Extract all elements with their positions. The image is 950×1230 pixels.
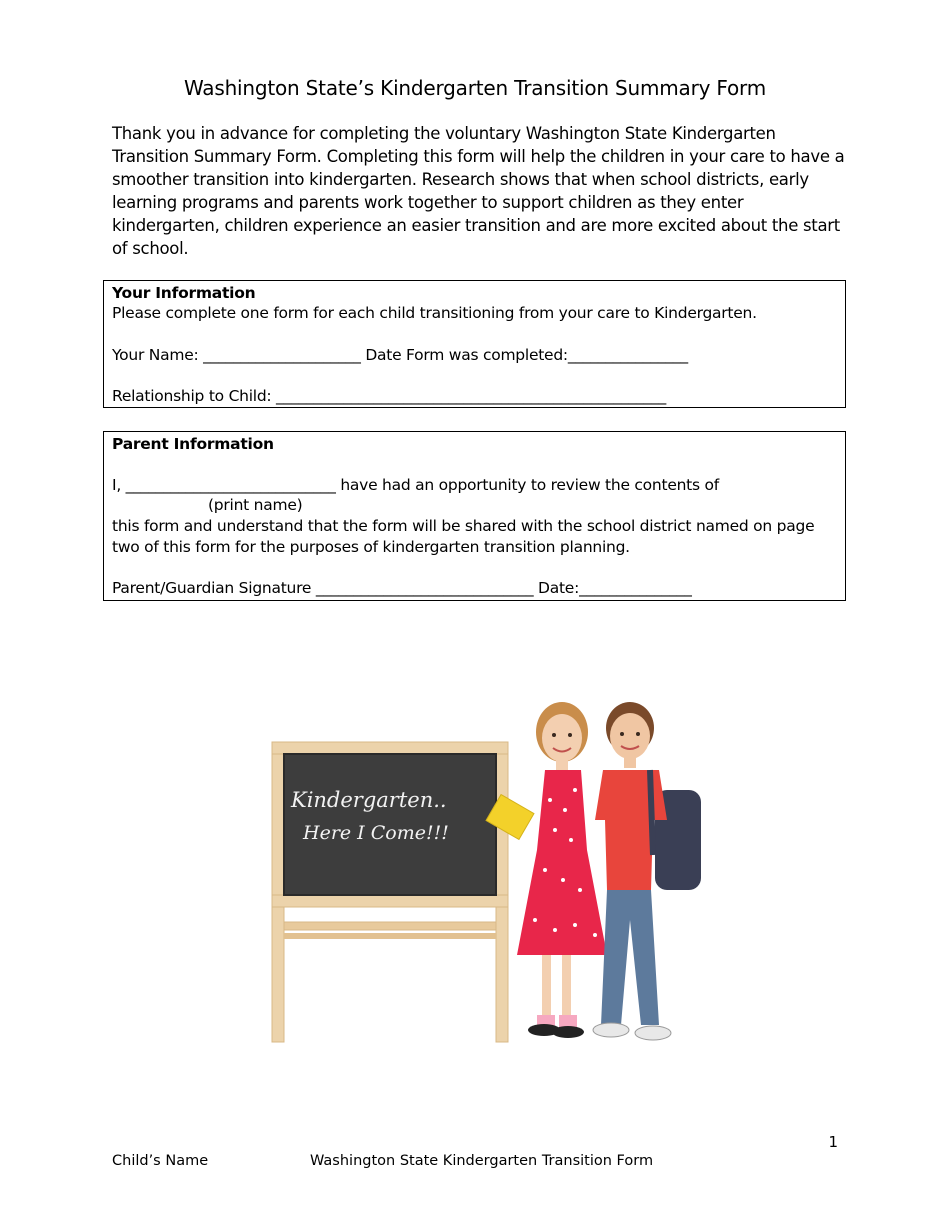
your-information-instructions: Please complete one form for each child transitioning from your care to Kindergarten. bbox=[112, 304, 757, 322]
footer-form-name: Washington State Kindergarten Transition Form bbox=[310, 1153, 654, 1169]
page-title: Washington State’s Kindergarten Transition Summary Form bbox=[184, 76, 766, 100]
your-information-section bbox=[103, 280, 846, 408]
parent-print-name-field[interactable]: I, ____________________________ have had an opportunity to review the contents of bbox=[112, 476, 719, 494]
chalkboard-line-2: Here I Come!!! bbox=[303, 822, 449, 844]
relationship-field[interactable]: Relationship to Child: ____________________________________________________ bbox=[112, 387, 667, 405]
your-information-heading: Your Information bbox=[112, 284, 256, 302]
statement-line-3: two of this form for the purposes of kindergarten transition planning. bbox=[112, 538, 630, 556]
print-name-caption: (print name) bbox=[208, 496, 303, 514]
parent-signature-date-field[interactable]: Parent/Guardian Signature _____________________________ Date:_______________ bbox=[112, 579, 692, 597]
intro-paragraph: Thank you in advance for completing the voluntary Washington State Kindergarten Transition Summary Form. Completing this form will help the children in your care to have a smoother transition into kindergarten. Research shows that when school districts, early learning programs and parents work together to support children as they enter kindergarten, children experience an easier transition and are more excited about the start of school. bbox=[112, 124, 845, 258]
statement-line-2: this form and understand that the form will be shared with the school district named on page bbox=[112, 517, 815, 535]
your-name-date-field[interactable]: Your Name: _____________________ Date Form was completed:________________ bbox=[112, 346, 688, 364]
footer-childs-name-label: Child’s Name bbox=[112, 1153, 209, 1169]
parent-information-heading: Parent Information bbox=[112, 435, 274, 453]
kindergarten-illustration bbox=[255, 690, 725, 1080]
parent-information-section bbox=[103, 431, 846, 601]
chalkboard-line-1: Kindergarten.. bbox=[291, 788, 447, 812]
boy-figure bbox=[593, 702, 701, 1040]
page-number: 1 bbox=[828, 1133, 838, 1151]
